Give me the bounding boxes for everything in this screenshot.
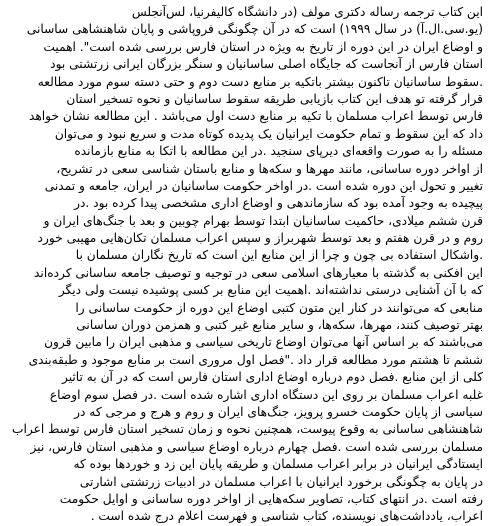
text-line: منابعی که می‌توانند در کنار این متون کتبی اوضاع این دوره از حکومت ساسانی را (75, 300, 483, 315)
text-line: (یو.سی.ال.آ) در سال ۱۹۹۹) است که در آن چگونگی فروپاشی و پایان شاهنشاهی ساسانی (26, 22, 483, 37)
text-line: این افکنی به گذشته با معیارهای اسلامی سعی در توجیه و توصیف جامعه ساسانی کرده‌اند (34, 265, 483, 280)
text-line: قرار گرفته تو هدف این کتاب بازیابی طریقه سقوط ساسانیان و نحوه تسخیر استان (66, 91, 483, 106)
text-line: .سقوط ساسانیان تاکنون بیشتر باتکیه بر منابع دست دوم و حتی دسته سوم مورد مطالعه (37, 74, 483, 89)
text-line: استان فارس از آنجاست که جایگاه اصلی ساسانیان و سنگر بزرگان ایرانی زرتشتی بود (50, 57, 483, 72)
text-line: پیچیده به وجود آمده بود که سازماندهی و اوضاع اداری مشخصی پیدا کرده بود .در (74, 196, 483, 211)
text-line: مسئله را به صورت واقعه‌ای دیرپای سنجید .در این مطالعه با اتکا به منابع بازمانده (74, 144, 483, 159)
text-line: غلبه اعراب مسلمان بر روی این دستگاه اداری اشاره شده است .در فصل سوم اوضاع (49, 387, 483, 402)
text-line: شاهنشاهی ساسانی به وقوع پیوست، همچنین نحوه و زمان تسخیر استان فارس توسط اعراب (11, 422, 483, 437)
text-line: و اوضاع ایران در این دوره از تاریخ به ویژه در استان فارس بررسی شده است". اهمیت (43, 39, 483, 54)
text-line: ایستادگی ایرانیان در برابر اعراب مسلمان و طریقه پایان این زد و خوردها بوده که (73, 457, 483, 472)
text-line: کلی از این منابع .فصل دوم درباره اوضاع اداری استان فارس است که در آن به تاثیر (62, 370, 483, 385)
text-line: می‌باشند که بر اساس آنها می‌توان اوضاع تاریخی سیاسی و مذهبی ایران را مابین قرون (44, 335, 483, 350)
text-line: رفته است .در انتهای کتاب، تصاویر سکه‌هایی از اواخر دوره ساسانی و اوایل حکومت (59, 491, 483, 506)
text-line: که با آن آشنایی درستی نداشته‌اند .اهمیت این منابع بر کسی پوشیده نیست ولی دیگر (58, 283, 483, 298)
text-line: روم و در قرن هفتم و بعد توسط شهربراز و سپس اعراب مسلمان تکان‌هایی مهیبی خورد (37, 231, 483, 246)
text-line: تغییر و تحول این دوره شده است .در اواخر حکومت ساسانیان در ایران، جامعه و تمدنی (44, 178, 483, 193)
text-line: فارس توسط اعراب مسلمان با تکیه بر منابع دست اول می‌باشد . این مطالعه نشان خواهد (28, 109, 483, 124)
text-line: سیاسی از پایان حکومت خسرو پرویز، جنگ‌های ایران و روم و هرج و مرجی که در (74, 404, 483, 419)
document-body (5, 4, 483, 526)
text-line: .واشکال استفاده بی چون و چرا از این منابع این است که تاریخ نگاران مسلمان با (75, 248, 483, 263)
text-line: قرن ششم میلادی، حاکمیت ساسانیان ابتدا توسط بهرام چوبین و بعد با جنگ‌های ایران و (43, 213, 483, 228)
text-line: بهتر توصیف کنند، مهرها، سکه‌ها، و سایر منابع غیر کتبی و همزمن دوران ساسانی (76, 318, 483, 333)
text-line: ششم تا هشتم مورد مطالعه قرار داد ."فصل اول مروری است بر منابع موجود و طبقه‌بندی (28, 352, 483, 367)
text-line: مسلمان بررسی شده است .فصل چهارم درباره اوضاع سیاسی و مذهبی استان فارس، نیز (30, 439, 483, 454)
text-line: این کتاب ترجمه رساله دکتری مولف (در دانشگاه کالیفرنیا، لس‌آنجلس (131, 5, 483, 19)
text-line: در پایان به چگونگی برخورد ایرانیان با اعراب مسلمان در ادبیات زرتشتی اشارتی (79, 474, 483, 489)
text-line: از اواخر دوره ساسانی، مانند مهرها و سکه‌ها و منابع باستان شناسی سعی در تشریح، (56, 161, 483, 176)
text-line: داد که این سقوط و تمام حکومت ایرانیان یک پدیده کوتاه مدت و سریع نبود و می‌توان (54, 126, 483, 141)
text-line: اعراب، یادداشت‌های نویسنده، کتاب شناسی و فهرست اعلام درج شده است . (90, 509, 483, 524)
